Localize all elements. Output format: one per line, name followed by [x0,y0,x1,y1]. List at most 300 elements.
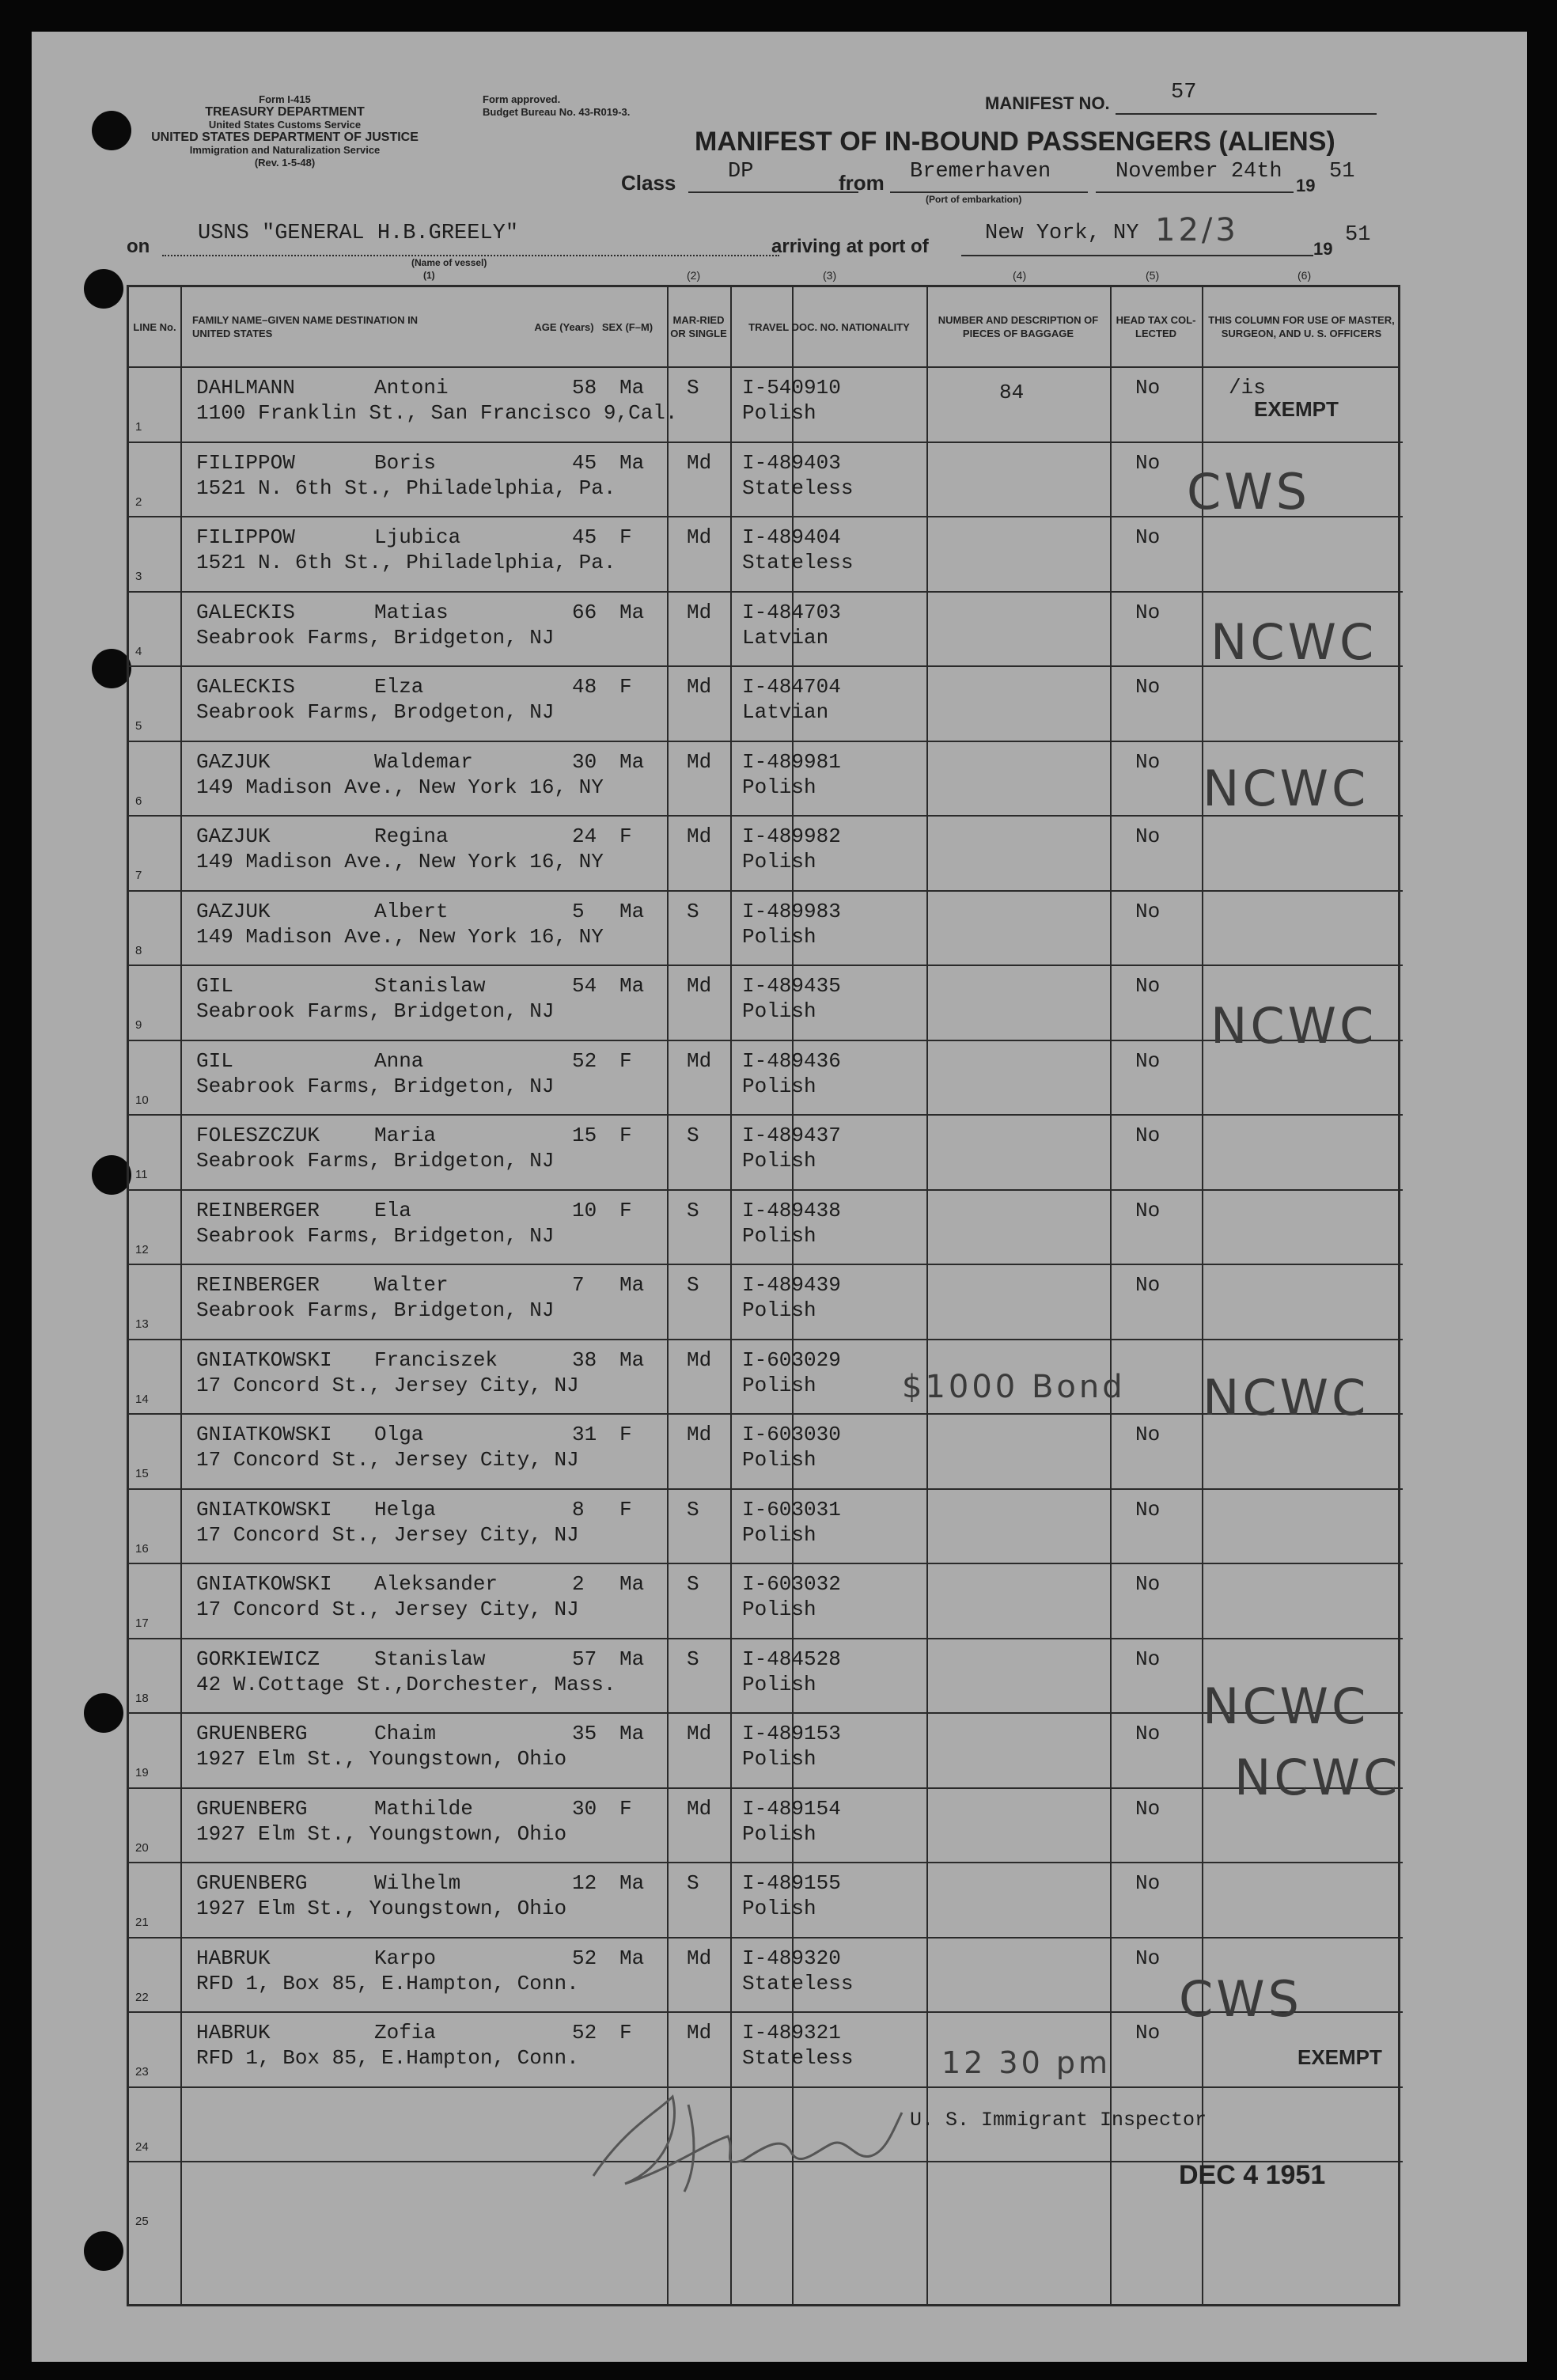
from-value: Bremerhaven [910,160,1051,184]
marital-status: S [687,376,699,400]
sex: Ma [619,1722,645,1745]
col-headtax: HEAD TAX COL-LECTED [1116,314,1196,339]
nationality: Polish [742,850,816,874]
travel-doc-no: I-484704 [742,675,841,699]
arrival-date: 12/3 [1155,212,1239,248]
arrival-year-prefix: 19 [1313,239,1333,259]
age: 45 [572,450,597,475]
travel-doc-no: I-603029 [742,1347,841,1372]
travel-doc-no: I-489435 [742,974,841,998]
age: 2 [572,1572,585,1596]
on-label: on [127,236,150,257]
manifest-no-label: MANIFEST NO. [985,93,1110,113]
destination: 17 Concord St., Jersey City, NJ [196,1373,579,1397]
from-line [890,191,1088,193]
destination: Seabrook Farms, Bridgeton, NJ [196,1074,555,1098]
given-name: Albert [374,899,449,923]
family-name: DAHLMANN [196,376,295,400]
age: 31 [572,1423,597,1446]
nationality: Polish [742,1522,816,1547]
marital-status: S [687,1647,699,1671]
head-tax: No [1135,1198,1161,1222]
sex: F [619,1497,632,1522]
nationality: Polish [742,1373,816,1397]
age: 57 [572,1647,597,1671]
destination: Seabrook Farms, Bridgeton, NJ [196,625,555,650]
marital-status: Md [687,600,712,624]
marital-status: S [687,1124,699,1147]
sex: F [619,675,632,699]
sex: Ma [619,1946,645,1970]
row-line-number: 9 [135,1018,142,1032]
row-line-number: 3 [135,570,142,583]
age: 35 [572,1722,597,1745]
form-number: Form I-415 [259,93,311,105]
row-line-number: 23 [135,2065,149,2079]
destination: 17 Concord St., Jersey City, NJ [196,1522,579,1547]
marital-status: Md [687,675,712,699]
family-name: HABRUK [196,1946,271,1970]
row-line-number: 20 [135,1840,149,1855]
age: 30 [572,1796,597,1821]
age: 52 [572,2021,597,2045]
row-line-number: 5 [135,719,142,733]
family-name: FILIPPOW [196,525,295,549]
travel-doc-no: I-489436 [742,1048,841,1073]
head-tax: No [1135,1871,1161,1895]
destination: Seabrook Farms, Bridgeton, NJ [196,1298,555,1322]
table-row [129,1488,1403,1563]
sex: F [619,525,632,549]
ins-service: Immigration and Naturalization Service [189,144,381,156]
travel-doc-no: I-489983 [742,899,841,923]
row-line-number: 21 [135,1916,149,1929]
manifest-no-line [1116,113,1377,115]
ncwc-annotation-3: NCWC [1210,997,1377,1055]
sex: F [619,1048,632,1073]
nationality: Polish [742,401,816,425]
head-tax: No [1135,450,1161,475]
given-name: Boris [374,450,437,475]
row-line-number: 17 [135,1616,149,1630]
marital-status: Md [687,1048,712,1073]
col-name: FAMILY NAME–GIVEN NAME DESTINATION IN UNITED STATES [192,314,419,339]
sex: Ma [619,1572,645,1596]
sex: Ma [619,600,645,624]
punch-hole [92,1155,131,1195]
sex: F [619,2021,632,2045]
nationality: Stateless [742,1971,854,1995]
family-name: FILIPPOW [196,450,295,475]
given-name: Maria [374,1124,437,1147]
destination: 149 Madison Ave., New York 16, NY [196,775,604,799]
row-line-number: 11 [135,1168,148,1181]
punch-hole [84,1693,123,1733]
head-tax: No [1135,1048,1161,1073]
given-name: Anna [374,1048,424,1073]
given-name: Wilhelm [374,1871,461,1895]
age: 38 [572,1347,597,1372]
family-name: GAZJUK [196,749,271,774]
given-name: Walter [374,1273,449,1297]
head-tax: No [1135,376,1161,400]
port-line [961,255,1313,256]
col-age: AGE (Years) [534,320,594,333]
nationality: Stateless [742,551,854,574]
sex: Ma [619,899,645,923]
family-name: GNIATKOWSKI [196,1497,332,1522]
row-line-number: 18 [135,1691,149,1705]
sex: F [619,1124,632,1147]
table-row [129,1114,1403,1189]
row-line-number: 25 [135,2215,149,2228]
given-name: Antoni [374,376,449,400]
col-num-4: (4) [1013,269,1027,282]
head-tax: No [1135,1796,1161,1821]
class-value: DP [728,160,754,184]
travel-doc-no: I-540910 [742,376,841,400]
age: 30 [572,749,597,774]
officer-note: /is [1229,376,1266,400]
family-name: GALECKIS [196,675,295,699]
col-num-2: (2) [687,269,701,282]
cws-annotation-1: CWS [1187,463,1310,521]
family-name: GRUENBERG [196,1722,308,1745]
exempt-stamp-top: EXEMPT [1254,397,1339,421]
age: 24 [572,824,597,848]
age: 45 [572,525,597,549]
nationality: Polish [742,1074,816,1098]
year-prefix: 19 [1296,176,1316,195]
age: 52 [572,1048,597,1073]
col-married: MAR-RIED OR SINGLE [670,314,727,339]
class-line [688,191,858,193]
sex: F [619,1423,632,1446]
given-name: Karpo [374,1946,437,1970]
travel-doc-no: I-489438 [742,1198,841,1222]
table-row [129,1189,1403,1264]
table-row [129,1264,1403,1339]
col-num-6: (6) [1298,269,1312,282]
given-name: Ela [374,1198,411,1222]
ncwc-annotation-1: NCWC [1210,613,1377,671]
family-name: GALECKIS [196,600,295,624]
time-annotation: 12 30 pm [941,2045,1112,2080]
head-tax: No [1135,1423,1161,1446]
sex: Ma [619,1647,645,1671]
head-tax: No [1135,974,1161,998]
travel-doc-no: I-489981 [742,749,841,774]
marital-status: Md [687,450,712,475]
travel-doc-no: I-489403 [742,450,841,475]
travel-doc-no: I-484703 [742,600,841,624]
row-line-number: 6 [135,794,142,808]
table-row [129,1563,1403,1638]
marital-status: Md [687,2021,712,2045]
row-line-number: 24 [135,2139,149,2154]
travel-doc-no: I-489404 [742,525,841,549]
punch-hole [84,2231,123,2271]
travel-doc-no: I-603030 [742,1423,841,1446]
ncwc-annotation-5: NCWC [1203,1677,1369,1735]
revision: (Rev. 1-5-48) [254,157,316,169]
nationality: Polish [742,1149,816,1173]
head-tax: No [1135,675,1161,699]
destination: 1927 Elm St., Youngstown, Ohio [196,1821,567,1846]
given-name: Matias [374,600,449,624]
sex: F [619,824,632,848]
head-tax: No [1135,749,1161,774]
cws-annotation-2: CWS [1179,1970,1302,2028]
marital-status: Md [687,974,712,998]
row-line-number: 22 [135,1990,149,2004]
budget-info [483,93,630,119]
family-name: GAZJUK [196,824,271,848]
nationality: Polish [742,999,816,1023]
family-name: HABRUK [196,2021,271,2045]
travel-doc-no: I-489154 [742,1796,841,1821]
travel-doc-no: I-489153 [742,1722,841,1745]
destination: RFD 1, Box 85, E.Hampton, Conn. [196,2046,579,2070]
marital-status: Md [687,1946,712,1970]
punch-hole [92,111,131,150]
head-tax: No [1135,1273,1161,1297]
destination: 1521 N. 6th St., Philadelphia, Pa. [196,551,616,574]
nationality: Polish [742,924,816,949]
travel-doc-no: I-489155 [742,1871,841,1895]
marital-status: S [687,1572,699,1596]
marital-status: S [687,899,699,923]
vessel-caption: (Name of vessel) [411,257,487,268]
year-value: 51 [1329,160,1355,184]
given-name: Chaim [374,1722,437,1745]
row-line-number: 7 [135,869,142,882]
given-name: Mathilde [374,1796,473,1821]
age: 15 [572,1124,597,1147]
travel-doc-no: I-489321 [742,2021,841,2045]
col-num-5: (5) [1146,269,1160,282]
destination: Seabrook Farms, Bridgeton, NJ [196,1149,555,1173]
marital-status: Md [687,1423,712,1446]
row-line-number: 2 [135,495,142,509]
destination: 1100 Franklin St., San Francisco 9,Cal. [196,401,678,425]
nationality: Latvian [742,700,829,724]
age: 48 [572,675,597,699]
travel-doc-no: I-489437 [742,1124,841,1147]
bond-annotation: $1000 Bond [902,1369,1126,1405]
family-name: GRUENBERG [196,1871,308,1895]
sex: Ma [619,974,645,998]
destination: Seabrook Farms, Bridgeton, NJ [196,1223,555,1248]
col-line-no: LINE No. [133,320,176,333]
nationality: Polish [742,1747,816,1771]
head-tax: No [1135,1497,1161,1522]
age: 7 [572,1273,585,1297]
head-tax: No [1135,1572,1161,1596]
col-sex: SEX (F–M) [601,320,653,333]
nationality: Polish [742,1897,816,1920]
head-tax: No [1135,2021,1161,2045]
age: 58 [572,376,597,400]
nationality: Stateless [742,476,854,500]
given-name: Stanislaw [374,1647,486,1671]
row-line-number: 10 [135,1093,149,1107]
age: 10 [572,1198,597,1222]
sex: Ma [619,450,645,475]
given-name: Zofia [374,2021,437,2045]
nationality: Polish [742,1448,816,1472]
head-tax: No [1135,1946,1161,1970]
justice-dept: UNITED STATES DEPARTMENT OF JUSTICE [151,131,419,144]
given-name: Regina [374,824,449,848]
travel-doc-no: I-603031 [742,1497,841,1522]
sex: Ma [619,376,645,400]
punch-hole [84,269,123,309]
class-label: Class [621,171,676,195]
head-tax: No [1135,824,1161,848]
given-name: Olga [374,1423,424,1446]
marital-status: Md [687,1347,712,1372]
marital-status: Md [687,749,712,774]
port-value: New York, NY [985,222,1139,245]
table-row [129,665,1403,741]
family-name: FOLESZCZUK [196,1124,320,1147]
ncwc-annotation-4: NCWC [1203,1369,1369,1427]
marital-status: Md [687,824,712,848]
given-name: Elza [374,675,424,699]
family-name: REINBERGER [196,1198,320,1222]
family-name: GORKIEWICZ [196,1647,320,1671]
destination: Seabrook Farms, Bridgeton, NJ [196,999,555,1023]
row-line-number: 8 [135,943,142,957]
family-name: GAZJUK [196,899,271,923]
family-name: GIL [196,1048,233,1073]
nationality: Polish [742,775,816,799]
ncwc-annotation-6: NCWC [1234,1749,1401,1806]
head-tax: No [1135,600,1161,624]
nationality: Polish [742,1223,816,1248]
marital-status: S [687,1198,699,1222]
family-name: GRUENBERG [196,1796,308,1821]
row-line-number: 13 [135,1317,149,1331]
sex: Ma [619,1273,645,1297]
nationality: Latvian [742,625,829,650]
ncwc-annotation-2: NCWC [1203,760,1369,817]
row-line-number: 4 [135,644,142,658]
destination: 1521 N. 6th St., Philadelphia, Pa. [196,476,616,500]
destination: 42 W.Cottage St.,Dorchester, Mass. [196,1672,616,1696]
age: 66 [572,600,597,624]
travel-doc-no: I-484528 [742,1647,841,1671]
vessel-line [162,255,779,256]
age: 8 [572,1497,585,1522]
from-label: from [839,171,885,195]
vessel-num: (1) [423,270,435,281]
sex: F [619,1796,632,1821]
manifest-title: MANIFEST OF IN-BOUND PASSENGERS (ALIENS) [695,127,1335,157]
head-tax: No [1135,899,1161,923]
row-line-number: 14 [135,1392,149,1406]
given-name: Franciszek [374,1347,498,1372]
nationality: Polish [742,1597,816,1621]
head-tax: No [1135,525,1161,549]
destination: 17 Concord St., Jersey City, NJ [196,1597,579,1621]
arrival-year: 51 [1345,223,1371,247]
exempt-stamp-bottom: EXEMPT [1298,2045,1382,2069]
vessel-name: USNS "GENERAL H.B.GREELY" [198,222,519,245]
family-name: GNIATKOWSKI [196,1572,332,1596]
travel-doc-no: I-489320 [742,1946,841,1970]
nationality: Polish [742,1672,816,1696]
age: 5 [572,899,585,923]
family-name: GNIATKOWSKI [196,1423,332,1446]
destination: 149 Madison Ave., New York 16, NY [196,924,604,949]
customs-service: United States Customs Service [208,119,362,131]
marital-status: Md [687,1796,712,1821]
embark-caption: (Port of embarkation) [926,194,1022,205]
row-line-number: 19 [135,1766,149,1779]
col-officers: THIS COLUMN FOR USE OF MASTER, SURGEON, AND U. S. OFFICERS [1208,314,1395,339]
treasury-dept: TREASURY DEPARTMENT [205,105,365,119]
row-line-number: 16 [135,1541,149,1556]
sex: F [619,1198,632,1222]
given-name: Helga [374,1497,437,1522]
col-baggage: NUMBER AND DESCRIPTION OF PIECES OF BAGGAGE [938,314,1099,339]
date-line [1096,191,1294,193]
baggage: 84 [999,381,1025,404]
marital-status: Md [687,525,712,549]
travel-doc-no: I-489439 [742,1273,841,1297]
sex: Ma [619,749,645,774]
inspector-title: U. S. Immigrant Inspector [910,2109,1207,2132]
col-num-3: (3) [823,269,837,282]
table-row [129,890,1403,965]
destination: 1927 Elm St., Youngstown, Ohio [196,1897,567,1920]
nationality: Polish [742,1298,816,1322]
manifest-sheet [32,32,1527,2362]
given-name: Ljubica [374,525,461,549]
form-approved: Form approved. [483,93,561,105]
head-tax: No [1135,1722,1161,1745]
row-line-number: 1 [135,420,142,434]
head-tax: No [1135,1124,1161,1147]
family-name: GNIATKOWSKI [196,1347,332,1372]
table-row [129,1787,1403,1863]
table-row [129,815,1403,890]
date-stamp: DEC 4 1951 [1179,2160,1326,2190]
marital-status: Md [687,1722,712,1745]
inspector-signature [578,2081,926,2200]
table-row [129,366,1403,442]
family-name: REINBERGER [196,1273,320,1297]
travel-doc-no: I-489982 [742,824,841,848]
marital-status: S [687,1871,699,1895]
destination: 149 Madison Ave., New York 16, NY [196,850,604,874]
given-name: Aleksander [374,1572,498,1596]
table-row [129,516,1403,591]
date-value: November 24th [1116,160,1282,184]
row-line-number: 15 [135,1467,149,1480]
age: 54 [572,974,597,998]
destination: 17 Concord St., Jersey City, NJ [196,1448,579,1472]
age: 12 [572,1871,597,1895]
destination: Seabrook Farms, Brodgeton, NJ [196,700,555,724]
travel-doc-no: I-603032 [742,1572,841,1596]
age: 52 [572,1946,597,1970]
sex: Ma [619,1871,645,1895]
arriving-label: arriving at port of [771,236,929,257]
destination: RFD 1, Box 85, E.Hampton, Conn. [196,1971,579,1995]
